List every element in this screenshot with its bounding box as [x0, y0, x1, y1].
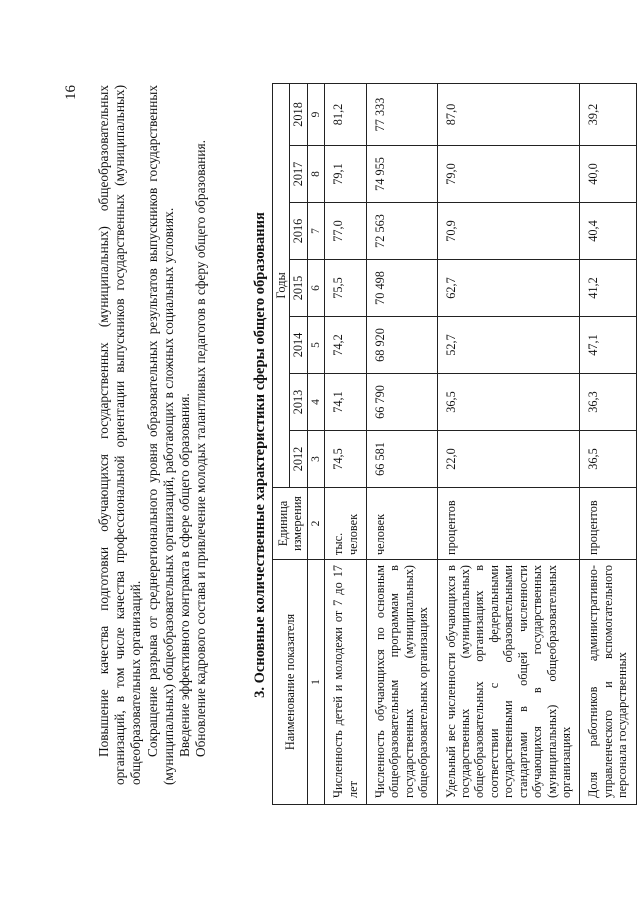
indicator-value: 70 498 [367, 260, 438, 317]
section-title: 3. Основные количественные характеристики сферы общего образования [252, 212, 268, 698]
indicator-value: 70,9 [437, 203, 580, 260]
indicator-unit: человек [367, 488, 438, 560]
indicator-value: 74 955 [367, 146, 438, 203]
indicator-name: Численность детей и молодежи от 7 до 17 лет [325, 560, 367, 805]
indicator-value: 22,0 [437, 431, 580, 488]
indicator-value: 66 581 [367, 431, 438, 488]
column-index: 6 [307, 260, 324, 317]
column-index: 3 [307, 431, 324, 488]
indicator-value: 74,2 [325, 317, 367, 374]
indicator-value: 36,3 [580, 374, 636, 431]
paragraph: Обновление кадрового состава и привлечение молодых талантливых педагогов в сферу общего образования. [193, 140, 209, 757]
indicator-name: Численность обучающихся по основным общеобразовательным программам в государственных (муниципальных) общеобразовательных организациях [367, 560, 438, 805]
indicator-name: Удельный вес численности обучающихся в государственных (муниципальных) общеобразовательных организациях в соответствии с федеральными государственными образовательными стандартами в общей численности обучающихся в государственных (муниципальных) общеобразовательных организациях [437, 560, 580, 805]
column-index: 8 [307, 146, 324, 203]
indicator-value: 52,7 [437, 317, 580, 374]
indicator-unit: процентов [580, 488, 636, 560]
year-header: 2018 [290, 83, 307, 145]
indicator-value: 79,0 [437, 146, 580, 203]
indicator-value: 41,2 [580, 260, 636, 317]
column-index: 1 [307, 560, 324, 805]
indicator-value: 87,0 [437, 83, 580, 145]
indicator-value: 74,1 [325, 374, 367, 431]
indicator-name: Доля работников административно-управленческого и вспомогательного персонала государственных [580, 560, 636, 805]
indicator-value: 74,5 [325, 431, 367, 488]
column-index: 2 [307, 488, 324, 560]
col-header-years: Годы [273, 83, 290, 487]
table-row [580, 83, 636, 804]
indicator-value: 77,0 [325, 203, 367, 260]
indicator-value: 39,2 [580, 83, 636, 145]
indicator-value: 47,1 [580, 317, 636, 374]
column-index-row [307, 83, 324, 804]
year-header: 2017 [290, 146, 307, 203]
header-row [273, 83, 290, 804]
column-index: 7 [307, 203, 324, 260]
year-header: 2015 [290, 260, 307, 317]
indicator-unit: процентов [437, 488, 580, 560]
indicator-unit: тыс. человек [325, 488, 367, 560]
indicator-value: 62,7 [437, 260, 580, 317]
year-header: 2012 [290, 431, 307, 488]
indicator-value: 40,0 [580, 146, 636, 203]
indicator-value: 81,2 [325, 83, 367, 145]
col-header-name: Наименование показателя [273, 560, 308, 805]
indicator-value: 36,5 [437, 374, 580, 431]
col-header-unit: Единица измерения [273, 488, 308, 560]
column-index: 5 [307, 317, 324, 374]
indicator-value: 40,4 [580, 203, 636, 260]
paragraph: Повышение качества подготовки обучающихся государственных (муниципальных) общеобразовательных организаций, в том числе качества профессиональной ориентации выпускников государственных (муниципальных) общеобразовательных организаций. [96, 85, 144, 785]
column-index: 4 [307, 374, 324, 431]
indicator-value: 68 920 [367, 317, 438, 374]
indicator-value: 79,1 [325, 146, 367, 203]
page-number: 16 [63, 85, 79, 100]
indicator-value: 75,5 [325, 260, 367, 317]
indicator-value: 72 563 [367, 203, 438, 260]
indicator-value: 36,5 [580, 431, 636, 488]
intro-text [96, 85, 209, 785]
paragraph: Сокращение разрыва от среднерегионального уровня образовательных результатов выпускников государственных (муниципальных) общеобразовательных организаций, работающих в сложных социальных условиях. [144, 85, 176, 785]
table-row [437, 83, 580, 804]
table-row [367, 83, 438, 804]
column-index: 9 [307, 83, 324, 145]
table-row [325, 83, 367, 804]
indicator-value: 66 790 [367, 374, 438, 431]
paragraph: Введение эффективного контракта в сфере общего образования. [177, 393, 193, 757]
year-header: 2016 [290, 203, 307, 260]
year-header: 2013 [290, 374, 307, 431]
indicator-value: 77 333 [367, 83, 438, 145]
indicators-table [272, 83, 637, 805]
year-header: 2014 [290, 317, 307, 374]
